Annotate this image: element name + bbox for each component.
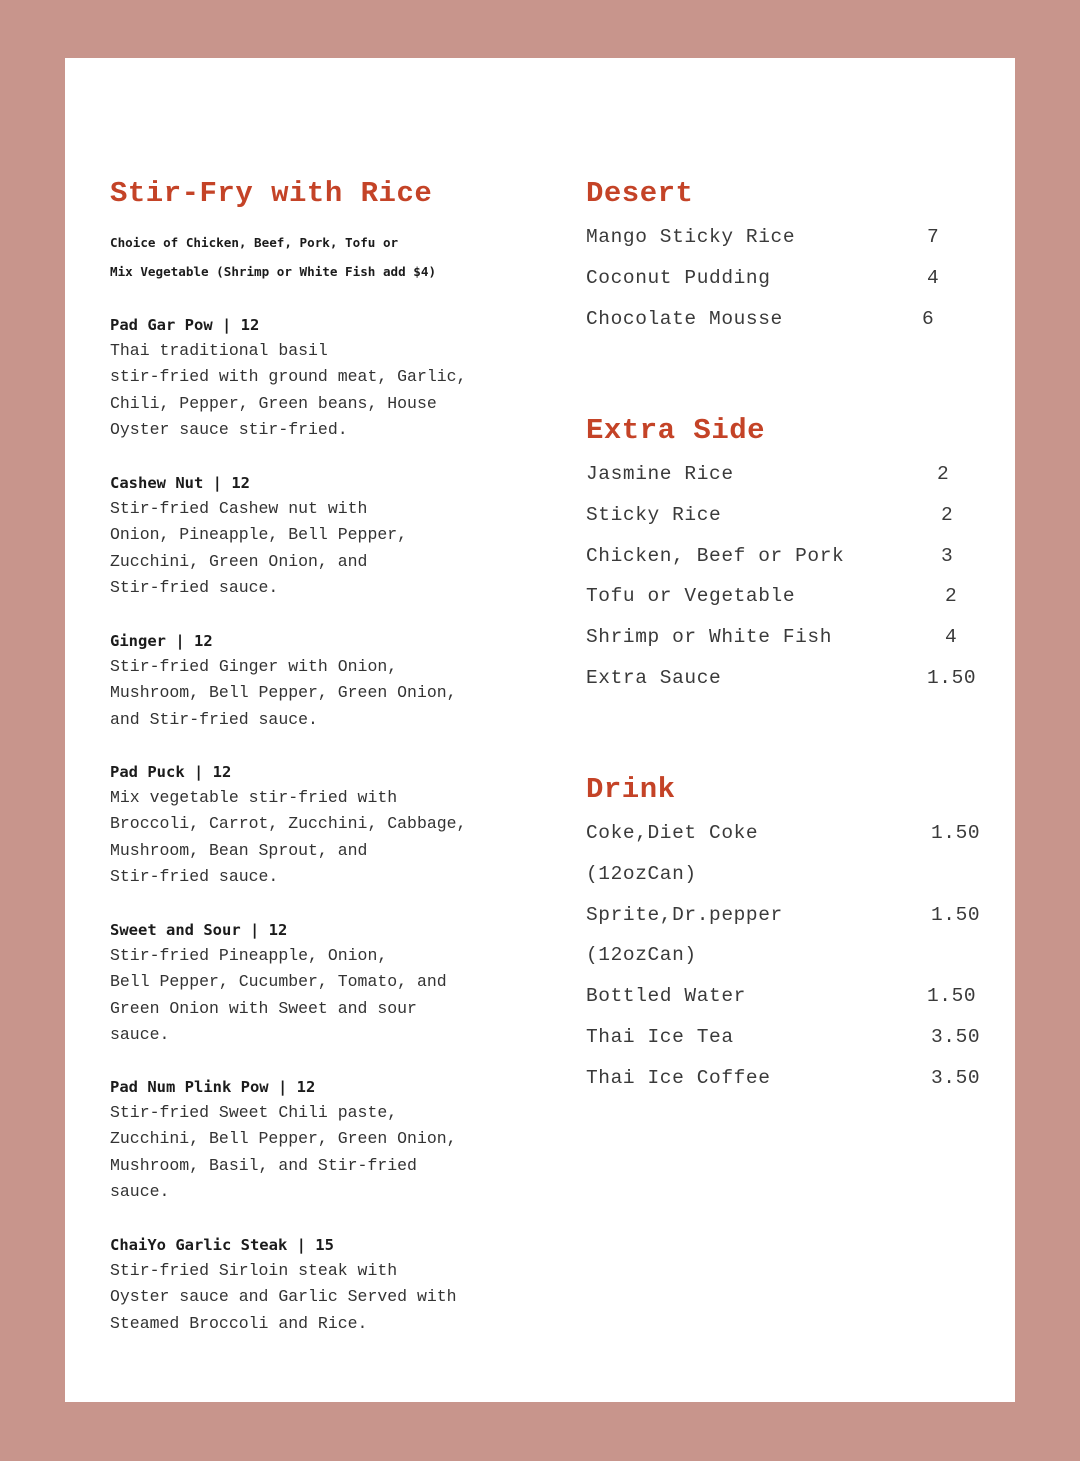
item-price: 2	[941, 503, 954, 526]
item-name: Jasmine Rice	[586, 463, 734, 485]
menu-item	[586, 308, 996, 349]
menu-item	[586, 626, 996, 667]
item-name: Coke,Diet Coke	[586, 822, 759, 844]
menu-item	[586, 267, 996, 308]
menu-item	[586, 944, 996, 985]
dish-pad-gar-pow	[110, 312, 540, 444]
item-price: 3.50	[931, 1025, 981, 1048]
subtitle-line-1: Choice of Chicken, Beef, Pork, Tofu or	[110, 235, 399, 250]
desert-heading: Desert	[586, 177, 694, 210]
item-price: 3.50	[931, 1066, 981, 1089]
item-name: Bottled Water	[586, 985, 746, 1008]
item-name: Chicken, Beef or Pork	[586, 544, 845, 567]
desert-section	[586, 176, 996, 348]
menu-item	[586, 463, 996, 504]
dish-ginger	[110, 628, 540, 733]
dish-title: Ginger | 12	[110, 632, 213, 650]
dish-description: Stir-fried Pineapple, Onion, Bell Pepper, Cucumber, Tomato, and Green Onion with Sweet and sour sauce.	[110, 946, 447, 1045]
item-price: 1.50	[927, 666, 977, 689]
item-name: Sticky Rice	[586, 503, 722, 526]
dish-title: Pad Num Plink Pow | 12	[110, 1078, 316, 1096]
dish-chaiyo-garlic-steak	[110, 1232, 540, 1337]
item-price: 6	[922, 307, 935, 330]
item-name: Chocolate Mousse	[586, 307, 783, 330]
dish-pad-puck	[110, 759, 540, 891]
dish-title: Cashew Nut | 12	[110, 474, 250, 492]
menu-item	[586, 985, 996, 1026]
item-price: 3	[941, 544, 954, 567]
item-name: Extra Sauce	[586, 666, 722, 689]
extra-side-heading: Extra Side	[586, 414, 766, 447]
extra-side-section	[586, 413, 996, 708]
menu-item	[586, 226, 996, 267]
dish-title: Pad Puck | 12	[110, 763, 232, 781]
item-price: 1.50	[931, 822, 981, 844]
item-price: 2	[937, 463, 950, 485]
item-price: 4	[945, 626, 958, 649]
item-price: 1.50	[927, 985, 977, 1008]
dish-description: Thai traditional basil stir-fried with ground meat, Garlic, Chili, Pepper, Green beans, House Oyster sauce stir-fried.	[110, 341, 467, 440]
drink-section	[586, 772, 996, 1108]
menu-page	[65, 58, 1015, 1402]
menu-item	[586, 863, 996, 904]
dish-title: Sweet and Sour | 12	[110, 921, 288, 939]
stir-fry-column	[110, 176, 540, 1333]
menu-item	[586, 1067, 996, 1108]
menu-item	[586, 585, 996, 626]
item-name: Mango Sticky Rice	[586, 226, 796, 248]
dish-description: Stir-fried Sweet Chili paste, Zucchini, Bell Pepper, Green Onion, Mushroom, Basil, and Stir-fried sauce.	[110, 1103, 457, 1202]
item-price: 1.50	[931, 903, 981, 926]
dish-description: Stir-fried Ginger with Onion, Mushroom, Bell Pepper, Green Onion, and Stir-fried sauce.	[110, 657, 457, 729]
stir-fry-subtitle	[110, 228, 540, 286]
item-price: 2	[945, 585, 958, 608]
dish-sweet-and-sour	[110, 917, 540, 1049]
drink-heading: Drink	[586, 773, 676, 806]
dish-title: Pad Gar Pow | 12	[110, 316, 260, 334]
dish-cashew-nut	[110, 470, 540, 602]
menu-item	[586, 822, 996, 863]
menu-item	[586, 504, 996, 545]
dish-description: Stir-fried Cashew nut with Onion, Pineapple, Bell Pepper, Zucchini, Green Onion, and Stir-fried sauce.	[110, 499, 408, 598]
item-name: Sprite,Dr.pepper	[586, 903, 783, 926]
item-name: Coconut Pudding	[586, 266, 771, 289]
item-name: (12ozCan)	[586, 944, 697, 967]
item-name: Shrimp or White Fish	[586, 626, 833, 649]
dish-title: ChaiYo Garlic Steak | 15	[110, 1236, 334, 1254]
item-name: (12ozCan)	[586, 862, 697, 885]
item-name: Tofu or Vegetable	[586, 585, 796, 608]
subtitle-line-2: Mix Vegetable (Shrimp or White Fish add $4)	[110, 264, 437, 279]
menu-item	[586, 545, 996, 586]
menu-item	[586, 667, 996, 708]
menu-item	[586, 904, 996, 945]
menu-item	[586, 1026, 996, 1067]
stir-fry-heading: Stir-Fry with Rice	[110, 177, 433, 210]
item-name: Thai Ice Coffee	[586, 1066, 771, 1089]
dish-pad-num-plink-pow	[110, 1074, 540, 1206]
item-price: 4	[927, 266, 940, 289]
item-name: Thai Ice Tea	[586, 1025, 734, 1048]
dish-description: Mix vegetable stir-fried with Broccoli, Carrot, Zucchini, Cabbage, Mushroom, Bean Sprout, and Stir-fried sauce.	[110, 788, 467, 887]
dish-description: Stir-fried Sirloin steak with Oyster sauce and Garlic Served with Steamed Broccoli and Rice.	[110, 1261, 457, 1333]
item-price: 7	[927, 226, 940, 248]
